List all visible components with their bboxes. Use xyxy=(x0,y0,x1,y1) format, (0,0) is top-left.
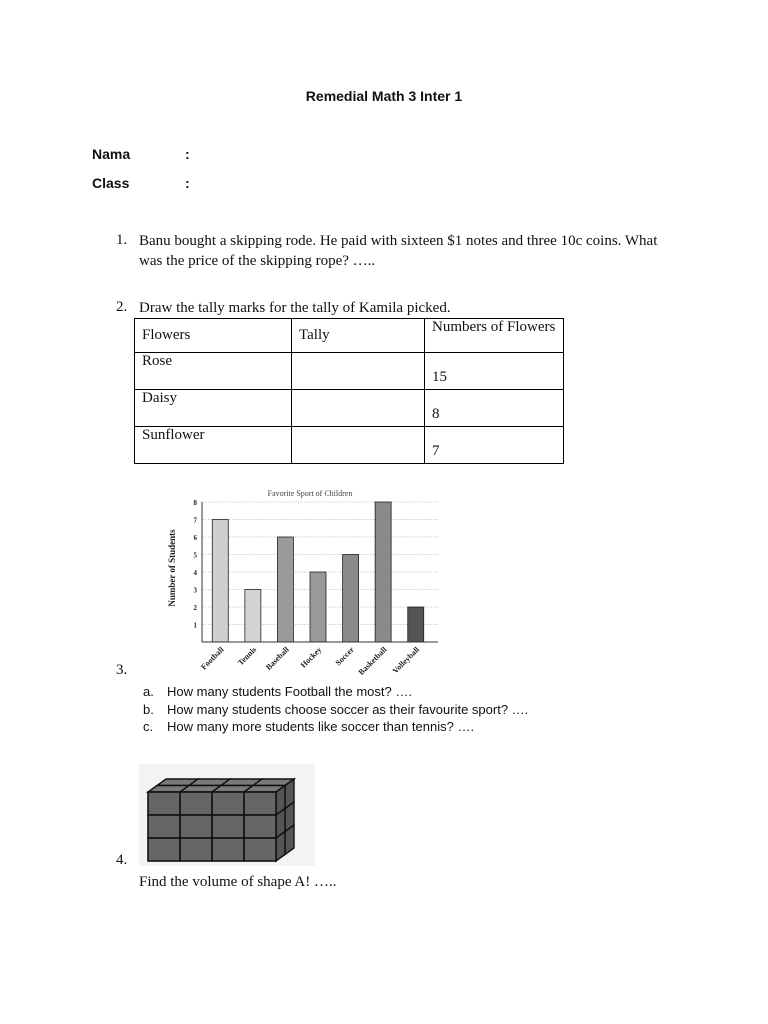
x-tick-label: Hockey xyxy=(298,645,324,670)
cube-front-face xyxy=(148,815,180,838)
table-row xyxy=(135,353,564,390)
bar-volleyball xyxy=(408,607,424,642)
tally-cell[interactable] xyxy=(292,390,425,427)
tally-table xyxy=(134,318,564,464)
cube-front-face xyxy=(180,792,212,815)
table-row xyxy=(135,390,564,427)
header-flowers: Flowers xyxy=(135,319,292,353)
header-tally: Tally xyxy=(292,319,425,353)
x-tick-label: Volleyball xyxy=(390,645,422,676)
x-tick-label: Baseball xyxy=(264,645,291,672)
y-tick-label: 2 xyxy=(193,604,197,612)
q2-number: 2. xyxy=(116,299,128,315)
q3-sub-b xyxy=(143,701,528,719)
tally-header-row xyxy=(135,319,564,353)
cube-front-face xyxy=(244,815,276,838)
name-colon: : xyxy=(185,146,190,162)
x-tick-label: Football xyxy=(199,645,226,672)
q3-number: 3. xyxy=(116,662,128,678)
count-cell: 7 xyxy=(425,427,564,464)
chart-x-ticks xyxy=(199,645,421,677)
q2-text: Draw the tally marks for the tally of Kamila picked. xyxy=(139,300,451,316)
cube-grid xyxy=(148,779,294,861)
q3-subquestions xyxy=(143,683,528,736)
sub-text: How many more students like soccer than tennis? …. xyxy=(167,719,475,734)
y-tick-label: 4 xyxy=(193,569,197,577)
cube-front-face xyxy=(148,792,180,815)
q3-sub-c xyxy=(143,718,528,736)
cube-front-face xyxy=(180,838,212,861)
cube-front-face xyxy=(212,792,244,815)
header-numbers: Numbers of Flowers xyxy=(425,319,564,353)
flower-cell: Rose xyxy=(135,353,292,390)
name-label: Nama xyxy=(92,146,131,162)
sport-bar-chart xyxy=(160,482,450,682)
y-tick-label: 6 xyxy=(193,534,197,542)
y-tick-label: 8 xyxy=(193,499,197,507)
tally-cell[interactable] xyxy=(292,427,425,464)
cube-front-face xyxy=(180,815,212,838)
bar-tennis xyxy=(245,590,261,643)
q4-text: Find the volume of shape A! ….. xyxy=(139,874,337,890)
count-cell: 15 xyxy=(425,353,564,390)
bar-soccer xyxy=(343,555,359,643)
bar-basketball xyxy=(375,502,391,642)
flower-cell: Daisy xyxy=(135,390,292,427)
sub-text: How many students Football the most? …. xyxy=(167,684,412,699)
cuboid-figure xyxy=(139,764,315,866)
y-tick-label: 1 xyxy=(193,621,197,630)
chart-title: Favorite Sport of Children xyxy=(267,489,353,498)
class-label: Class xyxy=(92,175,130,191)
class-colon: : xyxy=(185,175,190,191)
page-title: Remedial Math 3 Inter 1 xyxy=(305,88,463,104)
y-tick-label: 7 xyxy=(193,516,197,525)
q1-line2: was the price of the skipping rope? ….. xyxy=(139,253,376,269)
x-tick-label: Soccer xyxy=(333,645,356,668)
sub-text: How many students choose soccer as their favourite sport? …. xyxy=(167,701,529,717)
bar-hockey xyxy=(310,572,326,642)
q1-number: 1. xyxy=(116,232,128,248)
q3-sub-a xyxy=(143,683,528,701)
y-tick-label: 3 xyxy=(193,586,197,595)
sub-letter: b. xyxy=(143,701,154,717)
cube-front-face xyxy=(212,815,244,838)
tally-cell[interactable] xyxy=(292,353,425,390)
bar-baseball xyxy=(277,537,293,642)
sub-letter: a. xyxy=(143,684,154,699)
chart-y-axis-label: Number of Students xyxy=(167,529,177,607)
q1-text xyxy=(139,231,739,271)
cube-front-face xyxy=(244,792,276,815)
q1-line1: Banu bought a skipping rode. He paid with sixteen $1 notes and three 10c coins. What xyxy=(139,233,658,249)
count-cell: 8 xyxy=(425,390,564,427)
x-tick-label: Basketball xyxy=(356,645,389,677)
chart-y-ticks xyxy=(194,499,198,630)
cube-front-face xyxy=(212,838,244,861)
bar-football xyxy=(212,520,228,643)
flower-cell: Sunflower xyxy=(135,427,292,464)
table-row xyxy=(135,427,564,464)
q4-number: 4. xyxy=(116,852,128,868)
y-tick-label: 5 xyxy=(193,551,197,560)
sub-letter: c. xyxy=(143,719,154,734)
cube-front-face xyxy=(148,838,180,861)
cube-front-face xyxy=(244,838,276,861)
x-tick-label: Tennis xyxy=(236,645,259,668)
